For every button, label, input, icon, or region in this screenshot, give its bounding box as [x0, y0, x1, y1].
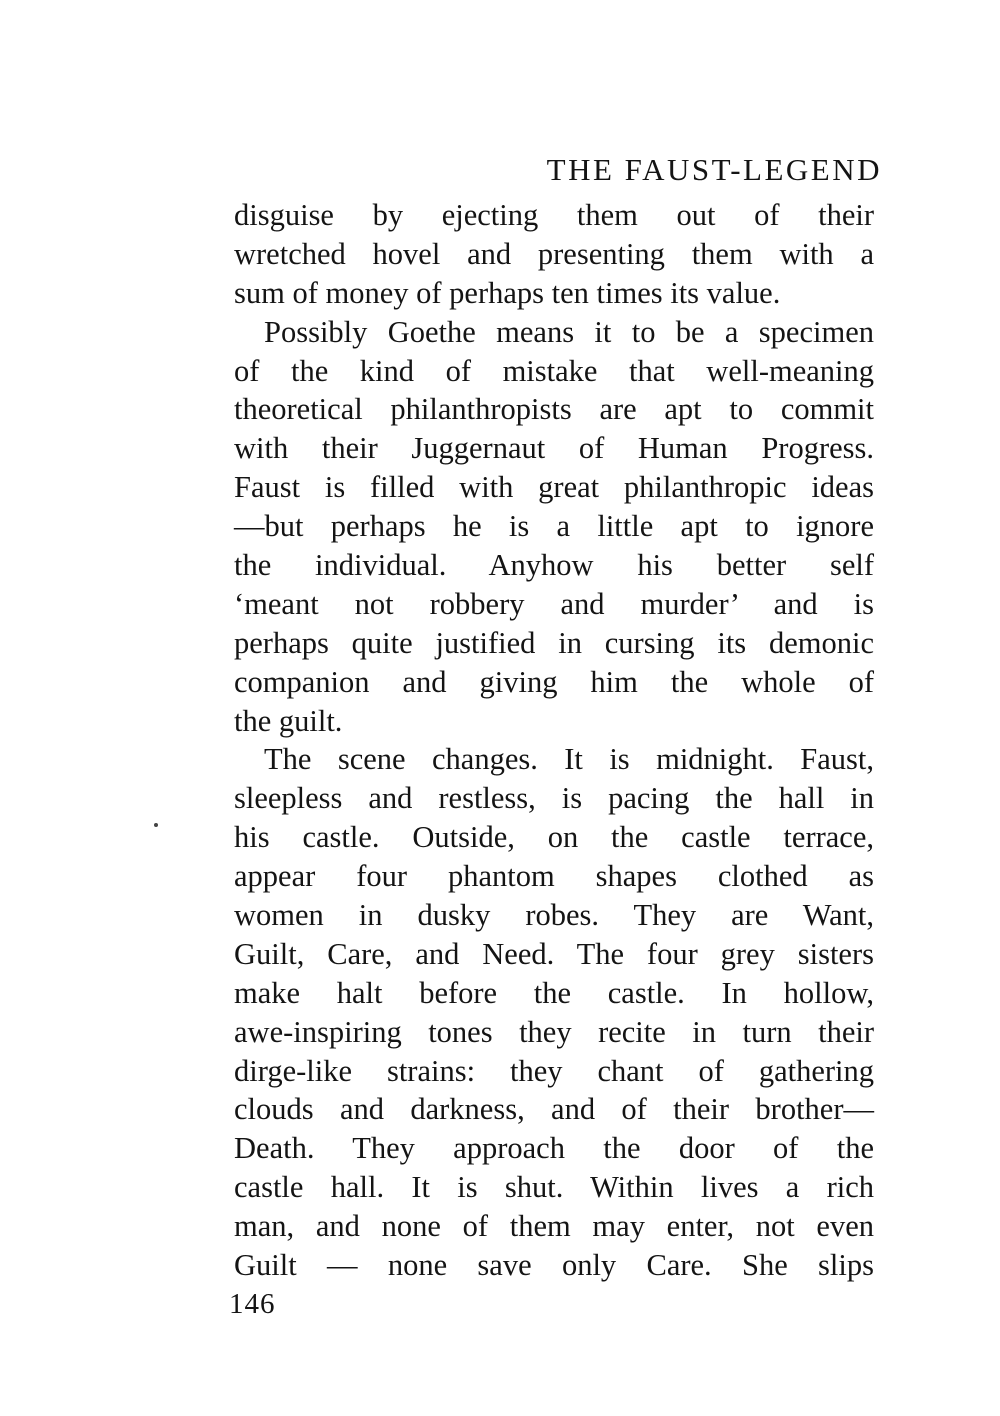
- text-line: women in dusky robes. They are Want,: [234, 898, 874, 933]
- text-line: man, and none of them may enter, not even: [234, 1209, 874, 1244]
- text-line: ‘meant not robbery and murder’ and is: [234, 586, 874, 621]
- text-line: sleepless and restless, is pacing the hall in: [234, 781, 874, 816]
- text-line: his castle. Outside, on the castle terrace,: [234, 820, 874, 855]
- text-line: Faust is filled with great philanthropic ideas: [234, 470, 874, 505]
- paragraph: [234, 313, 874, 741]
- text-line: castle hall. It is shut. Within lives a rich: [234, 1170, 874, 1205]
- text-line: companion and giving him the whole of: [234, 664, 874, 699]
- text-line: disguise by ejecting them out of their: [234, 198, 874, 232]
- text-line: theoretical philanthropists are apt to commit: [234, 392, 874, 427]
- text-line: Guilt, Care, and Need. The four grey sisters: [234, 936, 874, 971]
- text-line: the guilt.: [234, 703, 343, 738]
- text-line: The scene changes. It is midnight. Faust,: [264, 742, 874, 777]
- text-line: awe-inspiring tones they recite in turn their: [234, 1014, 874, 1049]
- paragraph: [234, 740, 874, 1284]
- margin-speck: [154, 823, 158, 827]
- page-number: 146: [229, 1288, 276, 1320]
- text-line: Death. They approach the door of the: [234, 1131, 874, 1166]
- paragraph: [234, 196, 874, 313]
- text-line: Possibly Goethe means it to be a specimen: [264, 314, 874, 349]
- text-line: —but perhaps he is a little apt to ignore: [234, 509, 874, 544]
- body-text: [234, 196, 874, 1285]
- text-line: appear four phantom shapes clothed as: [234, 859, 874, 894]
- text-line: with their Juggernaut of Human Progress.: [234, 431, 874, 466]
- text-line: sum of money of perhaps ten times its value.: [234, 275, 781, 310]
- text-line: of the kind of mistake that well-meaning: [234, 353, 874, 388]
- text-line: Guilt — none save only Care. She slips: [234, 1248, 874, 1283]
- text-line: make halt before the castle. In hollow,: [234, 975, 874, 1010]
- text-line: wretched hovel and presenting them with a: [234, 236, 874, 271]
- text-line: the individual. Anyhow his better self: [234, 548, 874, 583]
- text-line: clouds and darkness, and of their brother—: [234, 1092, 874, 1127]
- text-line: dirge-like strains: they chant of gathering: [234, 1053, 874, 1088]
- text-line: perhaps quite justified in cursing its demonic: [234, 625, 874, 660]
- running-title: THE FAUST-LEGEND: [546, 152, 882, 187]
